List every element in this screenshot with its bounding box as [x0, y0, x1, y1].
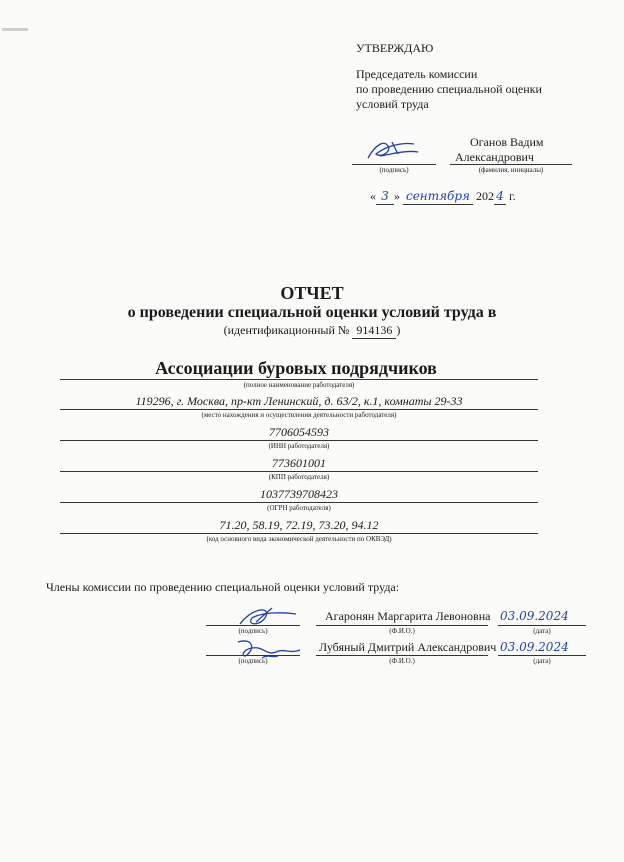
date-day: 3 — [376, 189, 394, 205]
approver-signature — [362, 136, 422, 164]
approver-signature-caption: (подпись) — [379, 166, 409, 174]
date-close-quote: » — [394, 189, 400, 203]
employer-name: Ассоциации буровых подрядчиков — [155, 358, 437, 378]
member-1-name-line — [316, 625, 488, 626]
member-2-signature-caption: (подпись) — [238, 657, 268, 665]
approver-name-line2: Александрович — [455, 150, 534, 164]
employer-okved: 71.20, 58.19, 72.19, 73.20, 94.12 — [219, 518, 379, 532]
member-2-signature-line — [206, 655, 300, 656]
date-year-digit: 4 — [494, 189, 506, 205]
member-1-date: 03.09.2024 — [500, 609, 569, 623]
date-open-quote: « — [370, 189, 376, 203]
employer-name-line — [60, 379, 538, 380]
date-suffix: г. — [509, 189, 516, 203]
approver-name-line — [450, 164, 572, 165]
member-2-date-line — [498, 655, 586, 656]
member-1-date-line — [498, 625, 586, 626]
commission-heading: Члены комиссии по проведению специальной оценки условий труда: — [46, 580, 400, 594]
employer-ogrn-line — [60, 502, 538, 503]
date-year-prefix: 202 — [476, 189, 494, 203]
member-1-signature-caption: (подпись) — [238, 627, 268, 635]
member-1-date-caption: (дата) — [533, 627, 551, 635]
approve-role-line2: по проведению специальной оценки — [356, 82, 542, 96]
approve-heading: УТВЕРЖДАЮ — [356, 41, 434, 55]
scan-artifact — [2, 28, 28, 31]
member-2-name-line — [316, 655, 488, 656]
employer-ogrn-caption: (ОГРН работодателя) — [267, 504, 331, 512]
employer-kpp-caption: (КПП работодателя) — [268, 473, 330, 481]
employer-ogrn: 1037739708423 — [260, 487, 338, 501]
approver-name-line1: Оганов Вадим — [470, 135, 544, 149]
employer-inn-caption: (ИНН работодателя) — [268, 442, 330, 450]
approver-name-caption: (фамилия, инициалы) — [478, 166, 544, 174]
employer-name-caption: (полное наименование работодателя) — [243, 381, 355, 389]
employer-address: 119296, г. Москва, пр-кт Ленинский, д. 63/2, к.1, комнаты 29-33 — [135, 394, 463, 408]
employer-okved-line — [60, 533, 538, 534]
report-id — [0, 323, 624, 339]
approve-role-line3: условий труда — [356, 97, 429, 111]
employer-kpp-line — [60, 471, 538, 472]
member-2-name-caption: (Ф.И.О.) — [389, 657, 415, 665]
member-1-name: Агаронян Маргарита Левоновна — [325, 609, 491, 623]
approve-date — [370, 189, 516, 205]
member-2-name: Лубяный Дмитрий Александрович — [319, 640, 497, 654]
member-2-date: 03.09.2024 — [500, 640, 569, 654]
employer-inn-line — [60, 440, 538, 441]
report-title: ОТЧЕТ — [280, 283, 344, 303]
member-1-name-caption: (Ф.И.О.) — [389, 627, 415, 635]
member-1-signature-line — [206, 625, 300, 626]
employer-inn: 7706054593 — [269, 425, 329, 439]
employer-address-caption: (место нахождения и осуществления деятельности работодателя) — [201, 411, 397, 419]
employer-kpp: 773601001 — [272, 456, 326, 470]
report-subtitle: о проведении специальной оценки условий труда в — [127, 304, 497, 321]
report-id-suffix: ) — [396, 323, 401, 337]
approve-role-line1: Председатель комиссии — [356, 67, 478, 81]
employer-okved-caption: (код основного вида экономической деятельности по ОКВЭД) — [206, 535, 392, 543]
report-id-number: 914136 — [352, 323, 396, 339]
report-id-prefix: (идентификационный № — [223, 323, 350, 337]
employer-address-line — [60, 409, 538, 410]
date-month: сентября — [403, 189, 473, 205]
member-2-date-caption: (дата) — [533, 657, 551, 665]
approver-signature-line — [352, 164, 436, 165]
